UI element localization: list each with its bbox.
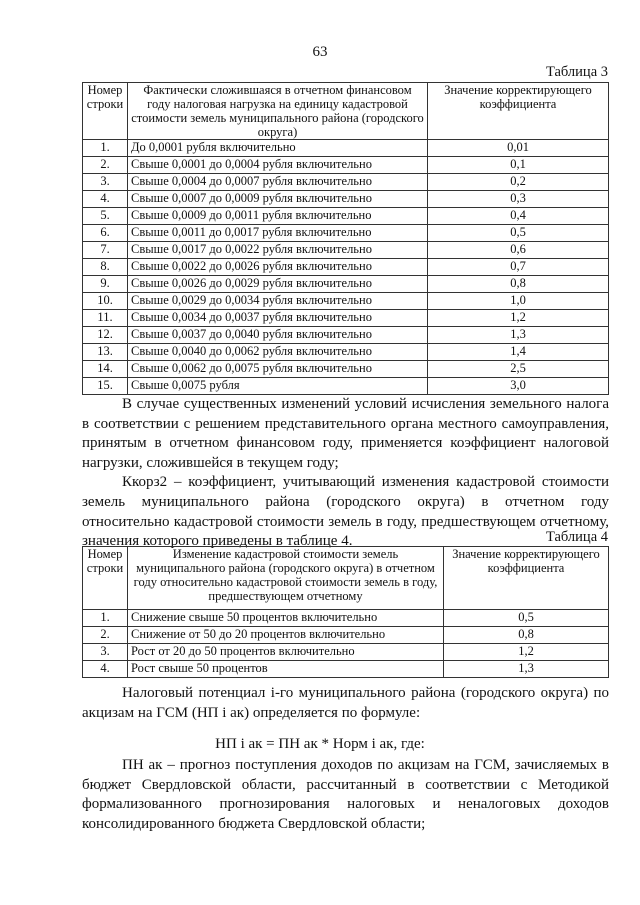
row-description: Свыше 0,0011 до 0,0017 рубля включительно — [128, 225, 428, 242]
row-description: Свыше 0,0062 до 0,0075 рубля включительно — [128, 361, 428, 378]
header-number: Номер строки — [83, 83, 128, 140]
header-description: Фактически сложившаяся в отчетном финансовом году налоговая нагрузка на единицу кадастровой стоимости земель муниципального района (городского округа) — [128, 83, 428, 140]
row-description: Свыше 0,0034 до 0,0037 рубля включительно — [128, 310, 428, 327]
paragraph-text: Налоговый потенциал i-го муниципального района (городского округа) по акцизам на ГСМ (НП i ак) определяется по формуле: — [82, 685, 609, 721]
header-coefficient: Значение корректирующего коэффициента — [428, 83, 609, 140]
table-row — [83, 661, 609, 678]
page-number: 63 — [312, 44, 328, 60]
row-description: До 0,0001 рубля включительно — [128, 140, 428, 157]
row-description: Снижение свыше 50 процентов включительно — [128, 610, 444, 627]
row-number: 13. — [83, 344, 128, 361]
row-description: Свыше 0,0007 до 0,0009 рубля включительно — [128, 191, 428, 208]
row-coefficient: 1,4 — [428, 344, 609, 361]
table-row — [83, 140, 609, 157]
row-description: Рост от 20 до 50 процентов включительно — [128, 644, 444, 661]
paragraph-text: В случае существенных изменений условий исчисления земельного налога в соответствии с решением представительного органа местного самоуправления, принятым в отчетном финансовом году, применяется коэффициент налоговой нагрузки, сложившейся в текущем году; — [82, 396, 609, 471]
table-header-row — [83, 83, 609, 140]
row-coefficient: 0,1 — [428, 157, 609, 174]
header-number: Номер строки — [83, 547, 128, 610]
row-description: Свыше 0,0037 до 0,0040 рубля включительно — [128, 327, 428, 344]
table-row — [83, 157, 609, 174]
header-description: Изменение кадастровой стоимости земель муниципального района (городского округа) в отчетном году относительно кадастровой стоимости земель в году, предшествующем отчетному — [128, 547, 444, 610]
row-coefficient: 2,5 — [428, 361, 609, 378]
row-coefficient: 0,5 — [428, 225, 609, 242]
row-coefficient: 1,3 — [428, 327, 609, 344]
row-number: 4. — [83, 191, 128, 208]
row-number: 1. — [83, 140, 128, 157]
table-row — [83, 208, 609, 225]
row-coefficient: 0,2 — [428, 174, 609, 191]
paragraph-text: Ккорз2 – коэффициент, учитывающий изменения кадастровой стоимости земель муниципального района (городского округа) в отчетном году относительно кадастровой стоимости земель в году, предшествующем отчетному, значения которого приведены в таблице 4. — [82, 474, 609, 550]
table-row — [83, 344, 609, 361]
row-coefficient: 0,8 — [428, 276, 609, 293]
paragraph — [82, 756, 609, 834]
row-coefficient: 1,2 — [444, 644, 609, 661]
row-number: 9. — [83, 276, 128, 293]
row-description: Снижение от 50 до 20 процентов включительно — [128, 627, 444, 644]
table-row — [83, 242, 609, 259]
row-coefficient: 0,8 — [444, 627, 609, 644]
row-description: Свыше 0,0075 рубля — [128, 378, 428, 395]
row-number: 4. — [83, 661, 128, 678]
formula: НП i ак = ПН ак * Норм i ак, где: — [215, 736, 425, 752]
row-description: Свыше 0,0017 до 0,0022 рубля включительно — [128, 242, 428, 259]
row-number: 2. — [83, 627, 128, 644]
row-number: 11. — [83, 310, 128, 327]
row-description: Свыше 0,0022 до 0,0026 рубля включительно — [128, 259, 428, 276]
table-header-row — [83, 547, 609, 610]
row-coefficient: 1,0 — [428, 293, 609, 310]
row-description: Рост свыше 50 процентов — [128, 661, 444, 678]
table3-caption: Таблица 3 — [545, 64, 608, 80]
row-coefficient: 0,4 — [428, 208, 609, 225]
row-number: 1. — [83, 610, 128, 627]
row-coefficient: 0,5 — [444, 610, 609, 627]
row-number: 10. — [83, 293, 128, 310]
table4-caption: Таблица 4 — [545, 529, 608, 545]
table-4 — [82, 546, 609, 678]
table-row — [83, 627, 609, 644]
table-row — [83, 327, 609, 344]
table-row — [83, 310, 609, 327]
row-coefficient: 0,01 — [428, 140, 609, 157]
row-number: 8. — [83, 259, 128, 276]
table-row — [83, 276, 609, 293]
row-number: 12. — [83, 327, 128, 344]
row-number: 3. — [83, 174, 128, 191]
table-3 — [82, 82, 609, 395]
row-description: Свыше 0,0040 до 0,0062 рубля включительно — [128, 344, 428, 361]
table-row — [83, 259, 609, 276]
row-number: 3. — [83, 644, 128, 661]
row-description: Свыше 0,0026 до 0,0029 рубля включительно — [128, 276, 428, 293]
row-number: 15. — [83, 378, 128, 395]
row-number: 2. — [83, 157, 128, 174]
row-description: Свыше 0,0004 до 0,0007 рубля включительно — [128, 174, 428, 191]
table-row — [83, 361, 609, 378]
row-description: Свыше 0,0009 до 0,0011 рубля включительно — [128, 208, 428, 225]
row-coefficient: 0,3 — [428, 191, 609, 208]
row-description: Свыше 0,0029 до 0,0034 рубля включительно — [128, 293, 428, 310]
row-coefficient: 3,0 — [428, 378, 609, 395]
table-row — [83, 293, 609, 310]
header-coefficient: Значение корректирующего коэффициента — [444, 547, 609, 610]
row-coefficient: 1,3 — [444, 661, 609, 678]
table-row — [83, 378, 609, 395]
row-number: 7. — [83, 242, 128, 259]
table-row — [83, 225, 609, 242]
row-number: 14. — [83, 361, 128, 378]
row-description: Свыше 0,0001 до 0,0004 рубля включительно — [128, 157, 428, 174]
row-number: 6. — [83, 225, 128, 242]
paragraph — [82, 684, 609, 723]
row-coefficient: 1,2 — [428, 310, 609, 327]
table-row — [83, 191, 609, 208]
row-number: 5. — [83, 208, 128, 225]
paragraph-text: ПН ак – прогноз поступления доходов по акцизам на ГСМ, зачисляемых в бюджет Свердловской области, рассчитанный в соответствии с Методикой формализованного прогнозирования налоговых и неналоговых доходов консолидированного бюджета Свердловской области; — [82, 757, 609, 832]
row-coefficient: 0,7 — [428, 259, 609, 276]
paragraph — [82, 395, 609, 552]
row-coefficient: 0,6 — [428, 242, 609, 259]
table-row — [83, 610, 609, 627]
table-row — [83, 644, 609, 661]
table-row — [83, 174, 609, 191]
